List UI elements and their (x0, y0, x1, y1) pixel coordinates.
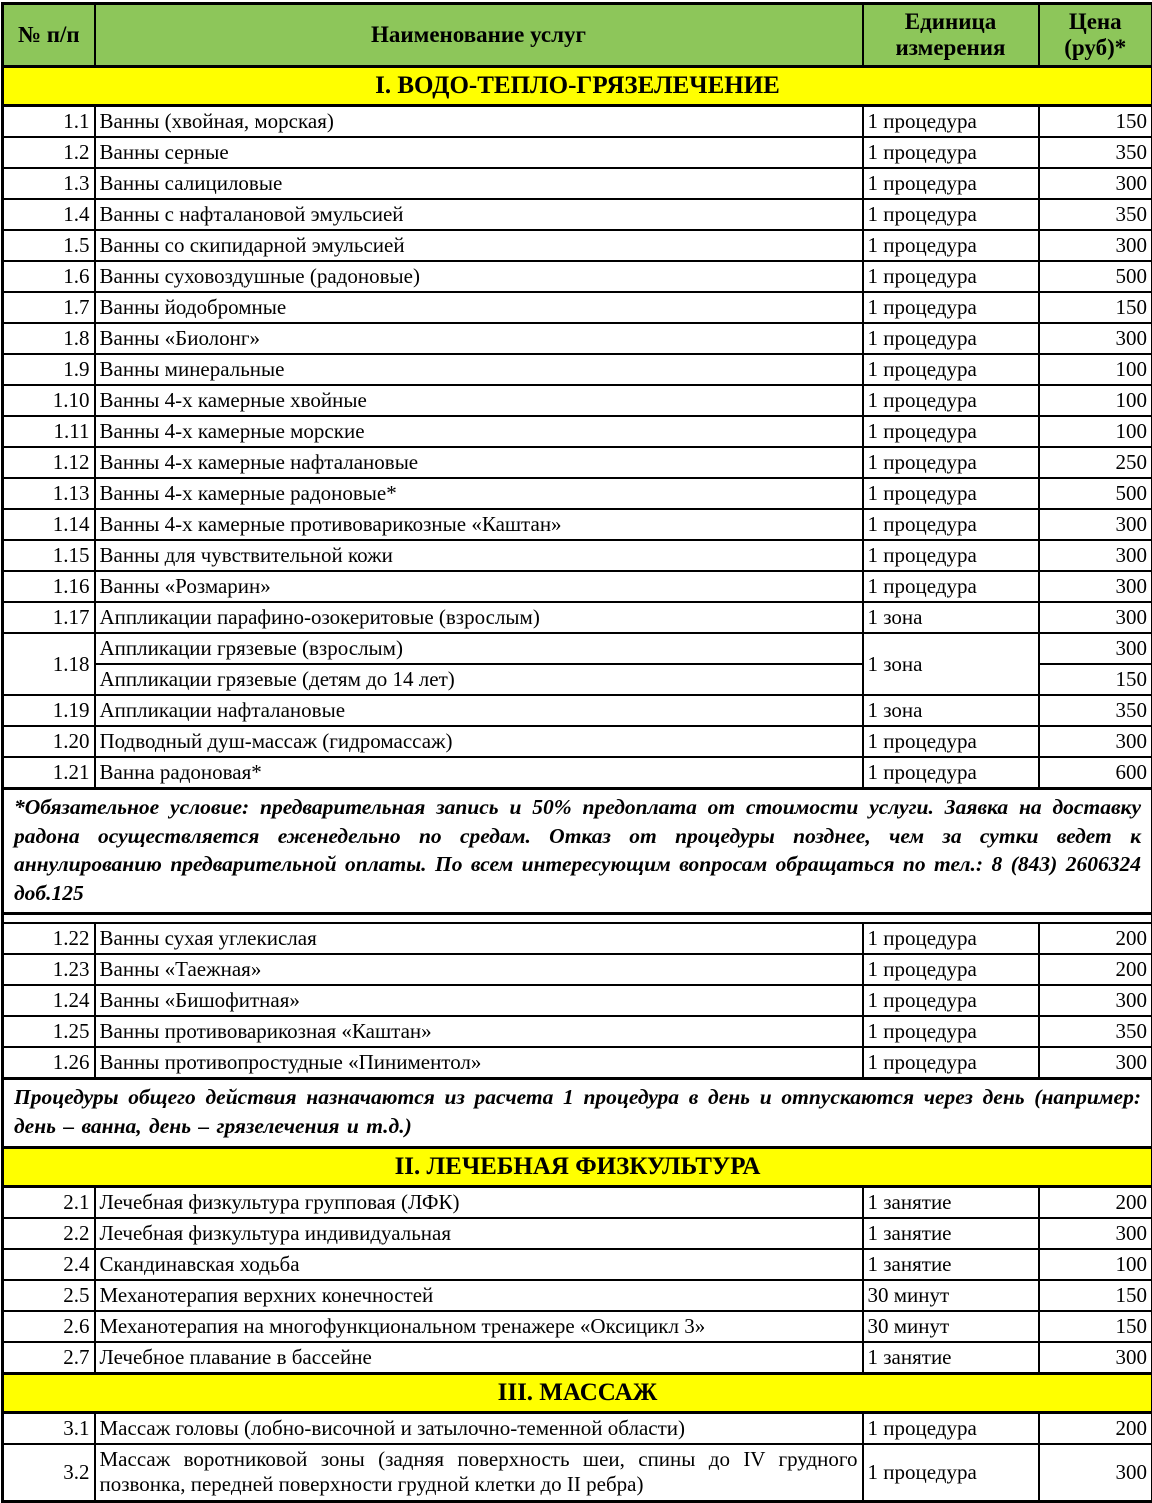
price-value: 150 (1039, 292, 1152, 323)
service-name: Массаж воротниковой зоны (задняя поверхность шеи, спины до IV грудного позвонка, передней поверхности грудной клетки до II ребра) (95, 1444, 863, 1502)
service-name: Ванны 4-х камерные противоварикозные «Каштан» (95, 509, 863, 540)
row-number: 1.19 (3, 695, 95, 726)
row-number: 1.8 (3, 323, 95, 354)
column-header-price: Цена (руб)* (1039, 4, 1152, 67)
price-value: 300 (1039, 509, 1152, 540)
price-value: 300 (1039, 540, 1152, 571)
unit-of-measure: 1 процедура (863, 1444, 1039, 1502)
service-name: Аппликации грязевые (детям до 14 лет) (95, 664, 863, 695)
section-header-row (3, 67, 1152, 106)
service-row (3, 757, 1152, 789)
price-value: 300 (1039, 985, 1152, 1016)
row-number: 1.10 (3, 385, 95, 416)
service-name: Лечебное плавание в бассейне (95, 1342, 863, 1374)
service-name: Аппликации нафталановые (95, 695, 863, 726)
unit-of-measure: 1 процедура (863, 1047, 1039, 1079)
price-value: 300 (1039, 168, 1152, 199)
unit-of-measure: 1 процедура (863, 137, 1039, 168)
unit-of-measure: 30 минут (863, 1280, 1039, 1311)
row-number: 1.21 (3, 757, 95, 789)
service-name: Ванны «Биолонг» (95, 323, 863, 354)
service-name: Ванны серные (95, 137, 863, 168)
column-header-num: № п/п (3, 4, 95, 67)
price-value: 350 (1039, 1016, 1152, 1047)
price-value: 100 (1039, 354, 1152, 385)
unit-of-measure: 1 процедура (863, 571, 1039, 602)
row-number: 1.12 (3, 447, 95, 478)
unit-of-measure: 1 занятие (863, 1218, 1039, 1249)
section-title: III. МАССАЖ (3, 1373, 1152, 1412)
service-row (3, 1311, 1152, 1342)
note-text: Процедуры общего действия назначаются из расчета 1 процедура в день и отпускаются через день (например: день – ванна, день – грязелечения и т.д.) (3, 1079, 1152, 1147)
price-value: 300 (1039, 323, 1152, 354)
row-number: 2.6 (3, 1311, 95, 1342)
note-row (3, 789, 1152, 914)
row-number: 1.24 (3, 985, 95, 1016)
unit-of-measure: 1 занятие (863, 1342, 1039, 1374)
unit-of-measure: 1 процедура (863, 447, 1039, 478)
service-row (3, 954, 1152, 985)
service-name: Лечебная физкультура индивидуальная (95, 1218, 863, 1249)
service-name: Аппликации парафино-озокеритовые (взрослым) (95, 602, 863, 633)
service-name: Механотерапия верхних конечностей (95, 1280, 863, 1311)
row-number: 1.9 (3, 354, 95, 385)
service-name: Ванны салициловые (95, 168, 863, 199)
service-name: Ванны 4-х камерные нафталановые (95, 447, 863, 478)
service-name: Массаж головы (лобно-височной и затылочно-теменной области) (95, 1412, 863, 1444)
price-value: 150 (1039, 1280, 1152, 1311)
price-value: 200 (1039, 923, 1152, 954)
service-row (3, 1412, 1152, 1444)
service-row (3, 106, 1152, 138)
price-value: 300 (1039, 726, 1152, 757)
unit-of-measure: 1 зона (863, 695, 1039, 726)
unit-of-measure: 1 зона (863, 633, 1039, 695)
unit-of-measure: 1 процедура (863, 757, 1039, 789)
row-number: 1.15 (3, 540, 95, 571)
unit-of-measure: 1 процедура (863, 416, 1039, 447)
service-name: Ванны с нафталановой эмульсией (95, 199, 863, 230)
unit-of-measure: 1 процедура (863, 509, 1039, 540)
unit-of-measure: 1 процедура (863, 1016, 1039, 1047)
price-value: 300 (1039, 230, 1152, 261)
price-value: 100 (1039, 416, 1152, 447)
service-name: Ванны (хвойная, морская) (95, 106, 863, 138)
row-number: 1.25 (3, 1016, 95, 1047)
price-value: 500 (1039, 478, 1152, 509)
service-row (3, 168, 1152, 199)
unit-of-measure: 1 занятие (863, 1186, 1039, 1218)
service-row (3, 1280, 1152, 1311)
price-value: 200 (1039, 1186, 1152, 1218)
service-row (3, 1186, 1152, 1218)
row-number: 2.5 (3, 1280, 95, 1311)
price-value: 350 (1039, 199, 1152, 230)
price-value: 300 (1039, 1218, 1152, 1249)
service-row (3, 137, 1152, 168)
service-name: Механотерапия на многофункциональном тренажере «Оксицикл 3» (95, 1311, 863, 1342)
unit-of-measure: 1 процедура (863, 106, 1039, 138)
row-number: 1.2 (3, 137, 95, 168)
row-number: 1.11 (3, 416, 95, 447)
service-row (3, 509, 1152, 540)
price-value: 100 (1039, 385, 1152, 416)
unit-of-measure: 1 процедура (863, 726, 1039, 757)
service-name: Ванны «Таежная» (95, 954, 863, 985)
unit-of-measure: 1 зона (863, 602, 1039, 633)
price-value: 350 (1039, 695, 1152, 726)
service-name: Ванны «Розмарин» (95, 571, 863, 602)
service-row (3, 230, 1152, 261)
price-value: 200 (1039, 954, 1152, 985)
section-header-row (3, 1373, 1152, 1412)
service-row (3, 1047, 1152, 1079)
service-name: Ванны со скипидарной эмульсией (95, 230, 863, 261)
row-number: 1.3 (3, 168, 95, 199)
price-value: 300 (1039, 1342, 1152, 1374)
price-value: 300 (1039, 1047, 1152, 1079)
unit-of-measure: 1 процедура (863, 540, 1039, 571)
row-number: 1.26 (3, 1047, 95, 1079)
service-row (3, 385, 1152, 416)
service-row (3, 571, 1152, 602)
row-number: 1.23 (3, 954, 95, 985)
unit-of-measure: 1 процедура (863, 199, 1039, 230)
service-row (3, 478, 1152, 509)
note-row (3, 1079, 1152, 1147)
service-row (3, 1218, 1152, 1249)
row-number: 1.14 (3, 509, 95, 540)
service-row (3, 540, 1152, 571)
service-name: Ванны минеральные (95, 354, 863, 385)
row-number: 1.1 (3, 106, 95, 138)
unit-of-measure: 1 процедура (863, 323, 1039, 354)
row-number: 3.2 (3, 1444, 95, 1502)
unit-of-measure: 1 процедура (863, 923, 1039, 954)
service-row (3, 1444, 1152, 1502)
row-number: 1.20 (3, 726, 95, 757)
unit-of-measure: 1 процедура (863, 954, 1039, 985)
service-name: Ванны йодобромные (95, 292, 863, 323)
spacer-cell (3, 914, 1152, 924)
row-number: 2.4 (3, 1249, 95, 1280)
price-value: 150 (1039, 1311, 1152, 1342)
price-value: 150 (1039, 664, 1152, 695)
service-name: Ванны сухая углекислая (95, 923, 863, 954)
service-name: Ванна радоновая* (95, 757, 863, 789)
price-value: 300 (1039, 633, 1152, 664)
service-name: Ванны противоварикозная «Каштан» (95, 1016, 863, 1047)
row-number: 1.22 (3, 923, 95, 954)
price-value: 150 (1039, 106, 1152, 138)
row-number: 2.1 (3, 1186, 95, 1218)
price-value: 300 (1039, 1444, 1152, 1502)
service-name: Ванны 4-х камерные хвойные (95, 385, 863, 416)
service-row (3, 726, 1152, 757)
unit-of-measure: 30 минут (863, 1311, 1039, 1342)
price-value: 250 (1039, 447, 1152, 478)
section-title: II. ЛЕЧЕБНАЯ ФИЗКУЛЬТУРА (3, 1147, 1152, 1186)
service-row (3, 199, 1152, 230)
row-number: 1.5 (3, 230, 95, 261)
row-number: 1.16 (3, 571, 95, 602)
unit-of-measure: 1 процедура (863, 261, 1039, 292)
service-row (3, 633, 1152, 664)
unit-of-measure: 1 процедура (863, 1412, 1039, 1444)
column-header-unit: Единица измерения (863, 4, 1039, 67)
price-value: 350 (1039, 137, 1152, 168)
row-number: 1.7 (3, 292, 95, 323)
service-name: Ванны суховоздушные (радоновые) (95, 261, 863, 292)
price-value: 200 (1039, 1412, 1152, 1444)
service-name: Ванны для чувствительной кожи (95, 540, 863, 571)
service-row (3, 354, 1152, 385)
service-row (3, 985, 1152, 1016)
row-number: 1.4 (3, 199, 95, 230)
service-name: Ванны противопростудные «Пиниментол» (95, 1047, 863, 1079)
service-name: Ванны 4-х камерные морские (95, 416, 863, 447)
row-number: 1.6 (3, 261, 95, 292)
service-row (3, 447, 1152, 478)
price-value: 300 (1039, 602, 1152, 633)
price-value: 500 (1039, 261, 1152, 292)
price-value: 600 (1039, 757, 1152, 789)
service-name: Подводный душ-массаж (гидромассаж) (95, 726, 863, 757)
spacer-row (3, 914, 1152, 924)
row-number: 1.17 (3, 602, 95, 633)
row-number: 3.1 (3, 1412, 95, 1444)
unit-of-measure: 1 процедура (863, 385, 1039, 416)
service-row (3, 1016, 1152, 1047)
note-text: *Обязательное условие: предварительная запись и 50% предоплата от стоимости услуги. Заявка на доставку радона осуществляется еженедельно по средам. Отказ от процедуры позднее, чем за сутки ведет к аннулированию предварительной оплаты. По всем интересующим вопросам обращаться по тел.: 8 (843) 2606324 доб.125 (3, 789, 1152, 914)
price-value: 300 (1039, 571, 1152, 602)
service-row (3, 695, 1152, 726)
row-number: 1.13 (3, 478, 95, 509)
service-row (3, 323, 1152, 354)
service-row (3, 602, 1152, 633)
section-header-row (3, 1147, 1152, 1186)
row-number: 2.7 (3, 1342, 95, 1374)
service-name: Ванны «Бишофитная» (95, 985, 863, 1016)
service-row (3, 261, 1152, 292)
service-name: Скандинавская ходьба (95, 1249, 863, 1280)
unit-of-measure: 1 процедура (863, 292, 1039, 323)
table-header-row (3, 4, 1152, 67)
row-number: 2.2 (3, 1218, 95, 1249)
service-row (3, 416, 1152, 447)
unit-of-measure: 1 процедура (863, 478, 1039, 509)
unit-of-measure: 1 занятие (863, 1249, 1039, 1280)
price-value: 100 (1039, 1249, 1152, 1280)
service-row (3, 1342, 1152, 1374)
service-name: Лечебная физкультура групповая (ЛФК) (95, 1186, 863, 1218)
unit-of-measure: 1 процедура (863, 354, 1039, 385)
service-name: Аппликации грязевые (взрослым) (95, 633, 863, 664)
unit-of-measure: 1 процедура (863, 230, 1039, 261)
section-title: I. ВОДО-ТЕПЛО-ГРЯЗЕЛЕЧЕНИЕ (3, 67, 1152, 106)
service-row (3, 292, 1152, 323)
unit-of-measure: 1 процедура (863, 985, 1039, 1016)
row-number: 1.18 (3, 633, 95, 695)
service-name: Ванны 4-х камерные радоновые* (95, 478, 863, 509)
service-row (3, 1249, 1152, 1280)
column-header-service-name: Наименование услуг (95, 4, 863, 67)
service-row (3, 923, 1152, 954)
price-table (1, 2, 1152, 1503)
unit-of-measure: 1 процедура (863, 168, 1039, 199)
